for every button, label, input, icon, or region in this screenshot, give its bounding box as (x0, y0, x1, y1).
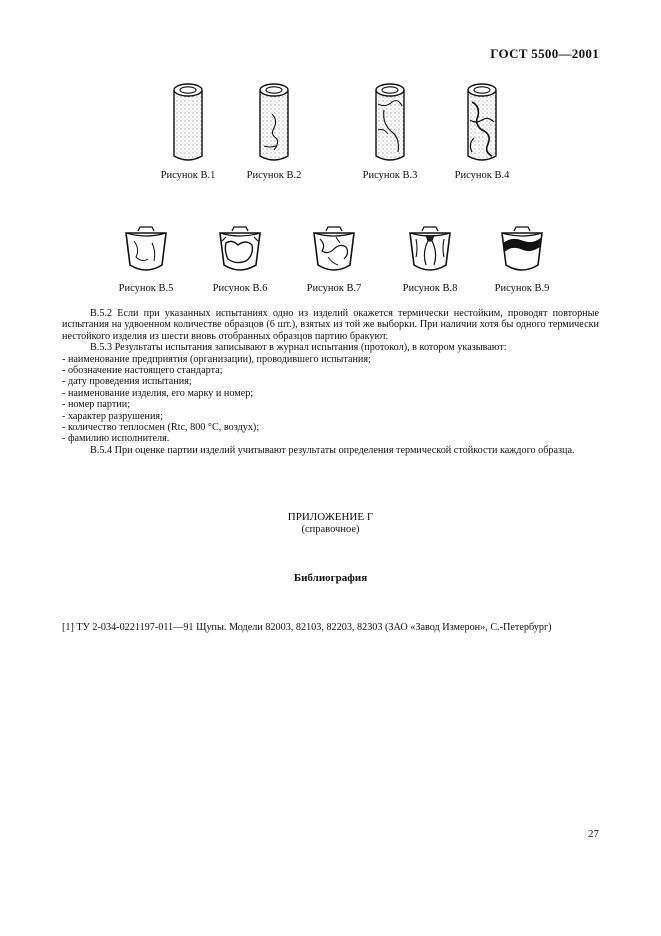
list-item: - фамилию исполнителя. (62, 433, 170, 445)
figure-b9 (486, 225, 558, 294)
figure-b6 (204, 225, 276, 294)
figure-caption: Рисунок В.3 (362, 170, 418, 181)
figure-caption: Рисунок В.6 (212, 283, 268, 294)
crucible-crack-network-drawing (310, 225, 358, 275)
figure-b3 (354, 80, 426, 181)
figure-caption: Рисунок В.4 (454, 170, 510, 181)
cylinder-intact-drawing (168, 80, 208, 166)
body-text (62, 308, 599, 456)
figure-caption: Рисунок В.1 (160, 170, 216, 181)
cylinder-crack-network-drawing (370, 80, 410, 166)
figure-caption: Рисунок В.7 (306, 283, 362, 294)
figure-b2 (238, 80, 310, 181)
figure-b7 (298, 225, 370, 294)
cylinder-small-crack-drawing (254, 80, 294, 166)
list-item: - обозначение настоящего стандарта; (62, 365, 223, 377)
paragraph-b53: В.5.3 Результаты испытания записывают в журнал испытания (протокол), в котором указывают: (90, 342, 507, 354)
list-item: - наименование изделия, его марку и номер; (62, 387, 254, 399)
list-item: - характер разрушения; (62, 410, 163, 422)
figure-caption: Рисунок В.2 (246, 170, 302, 181)
bibliography-reference: [1] ТУ 2-034-0221197-011—91 Щупы. Модели 82003, 82103, 82203, 82303 (ЗАО «Завод Измерон», С.-Петербург) (62, 622, 552, 633)
list-item: - наименование предприятия (организации), проводившего испытания; (62, 353, 371, 365)
figure-b8 (394, 225, 466, 294)
list-item: - номер партии; (62, 399, 131, 411)
appendix-subtitle: (справочное) (301, 523, 360, 535)
bibliography-title: Библиография (293, 572, 368, 584)
figure-b1 (152, 80, 224, 181)
crucible-crack-drawing (122, 225, 170, 275)
figure-b5 (110, 225, 182, 294)
paragraph-b54: В.5.4 При оценке партии изделий учитывают результаты определения термической стойкости каждого образца. (90, 444, 575, 456)
figure-caption: Рисунок В.5 (118, 283, 174, 294)
paragraph-b52: В.5.2 Если при указанных испытаниях одно из изделий окажется термически нестойким, проводят повторные испытания на удвоенном количестве образцов (6 шт.), взятых из той же выборки. При наличии хотя бы одного термически нестойкого изделия из шести вновь отобранных образцов партию бракуют. (62, 308, 599, 342)
cylinder-spalled-drawing (462, 80, 502, 166)
crucible-chipped-drawing (216, 225, 264, 275)
figure-caption: Рисунок В.8 (402, 283, 458, 294)
list-item: - количество теплосмен (Rtc, 800 °С, воздух); (62, 422, 260, 434)
appendix-heading (0, 511, 661, 536)
crucible-split-drawing (406, 225, 454, 275)
figure-caption: Рисунок В.9 (494, 283, 550, 294)
standard-header: ГОСТ 5500—2001 (490, 46, 599, 61)
page-number: 27 (588, 828, 599, 840)
appendix-title: ПРИЛОЖЕНИЕ Г (287, 511, 374, 523)
figure-b4 (446, 80, 518, 181)
crucible-band-fracture-drawing (498, 225, 546, 275)
list-item: - дату проведения испытания; (62, 376, 192, 388)
